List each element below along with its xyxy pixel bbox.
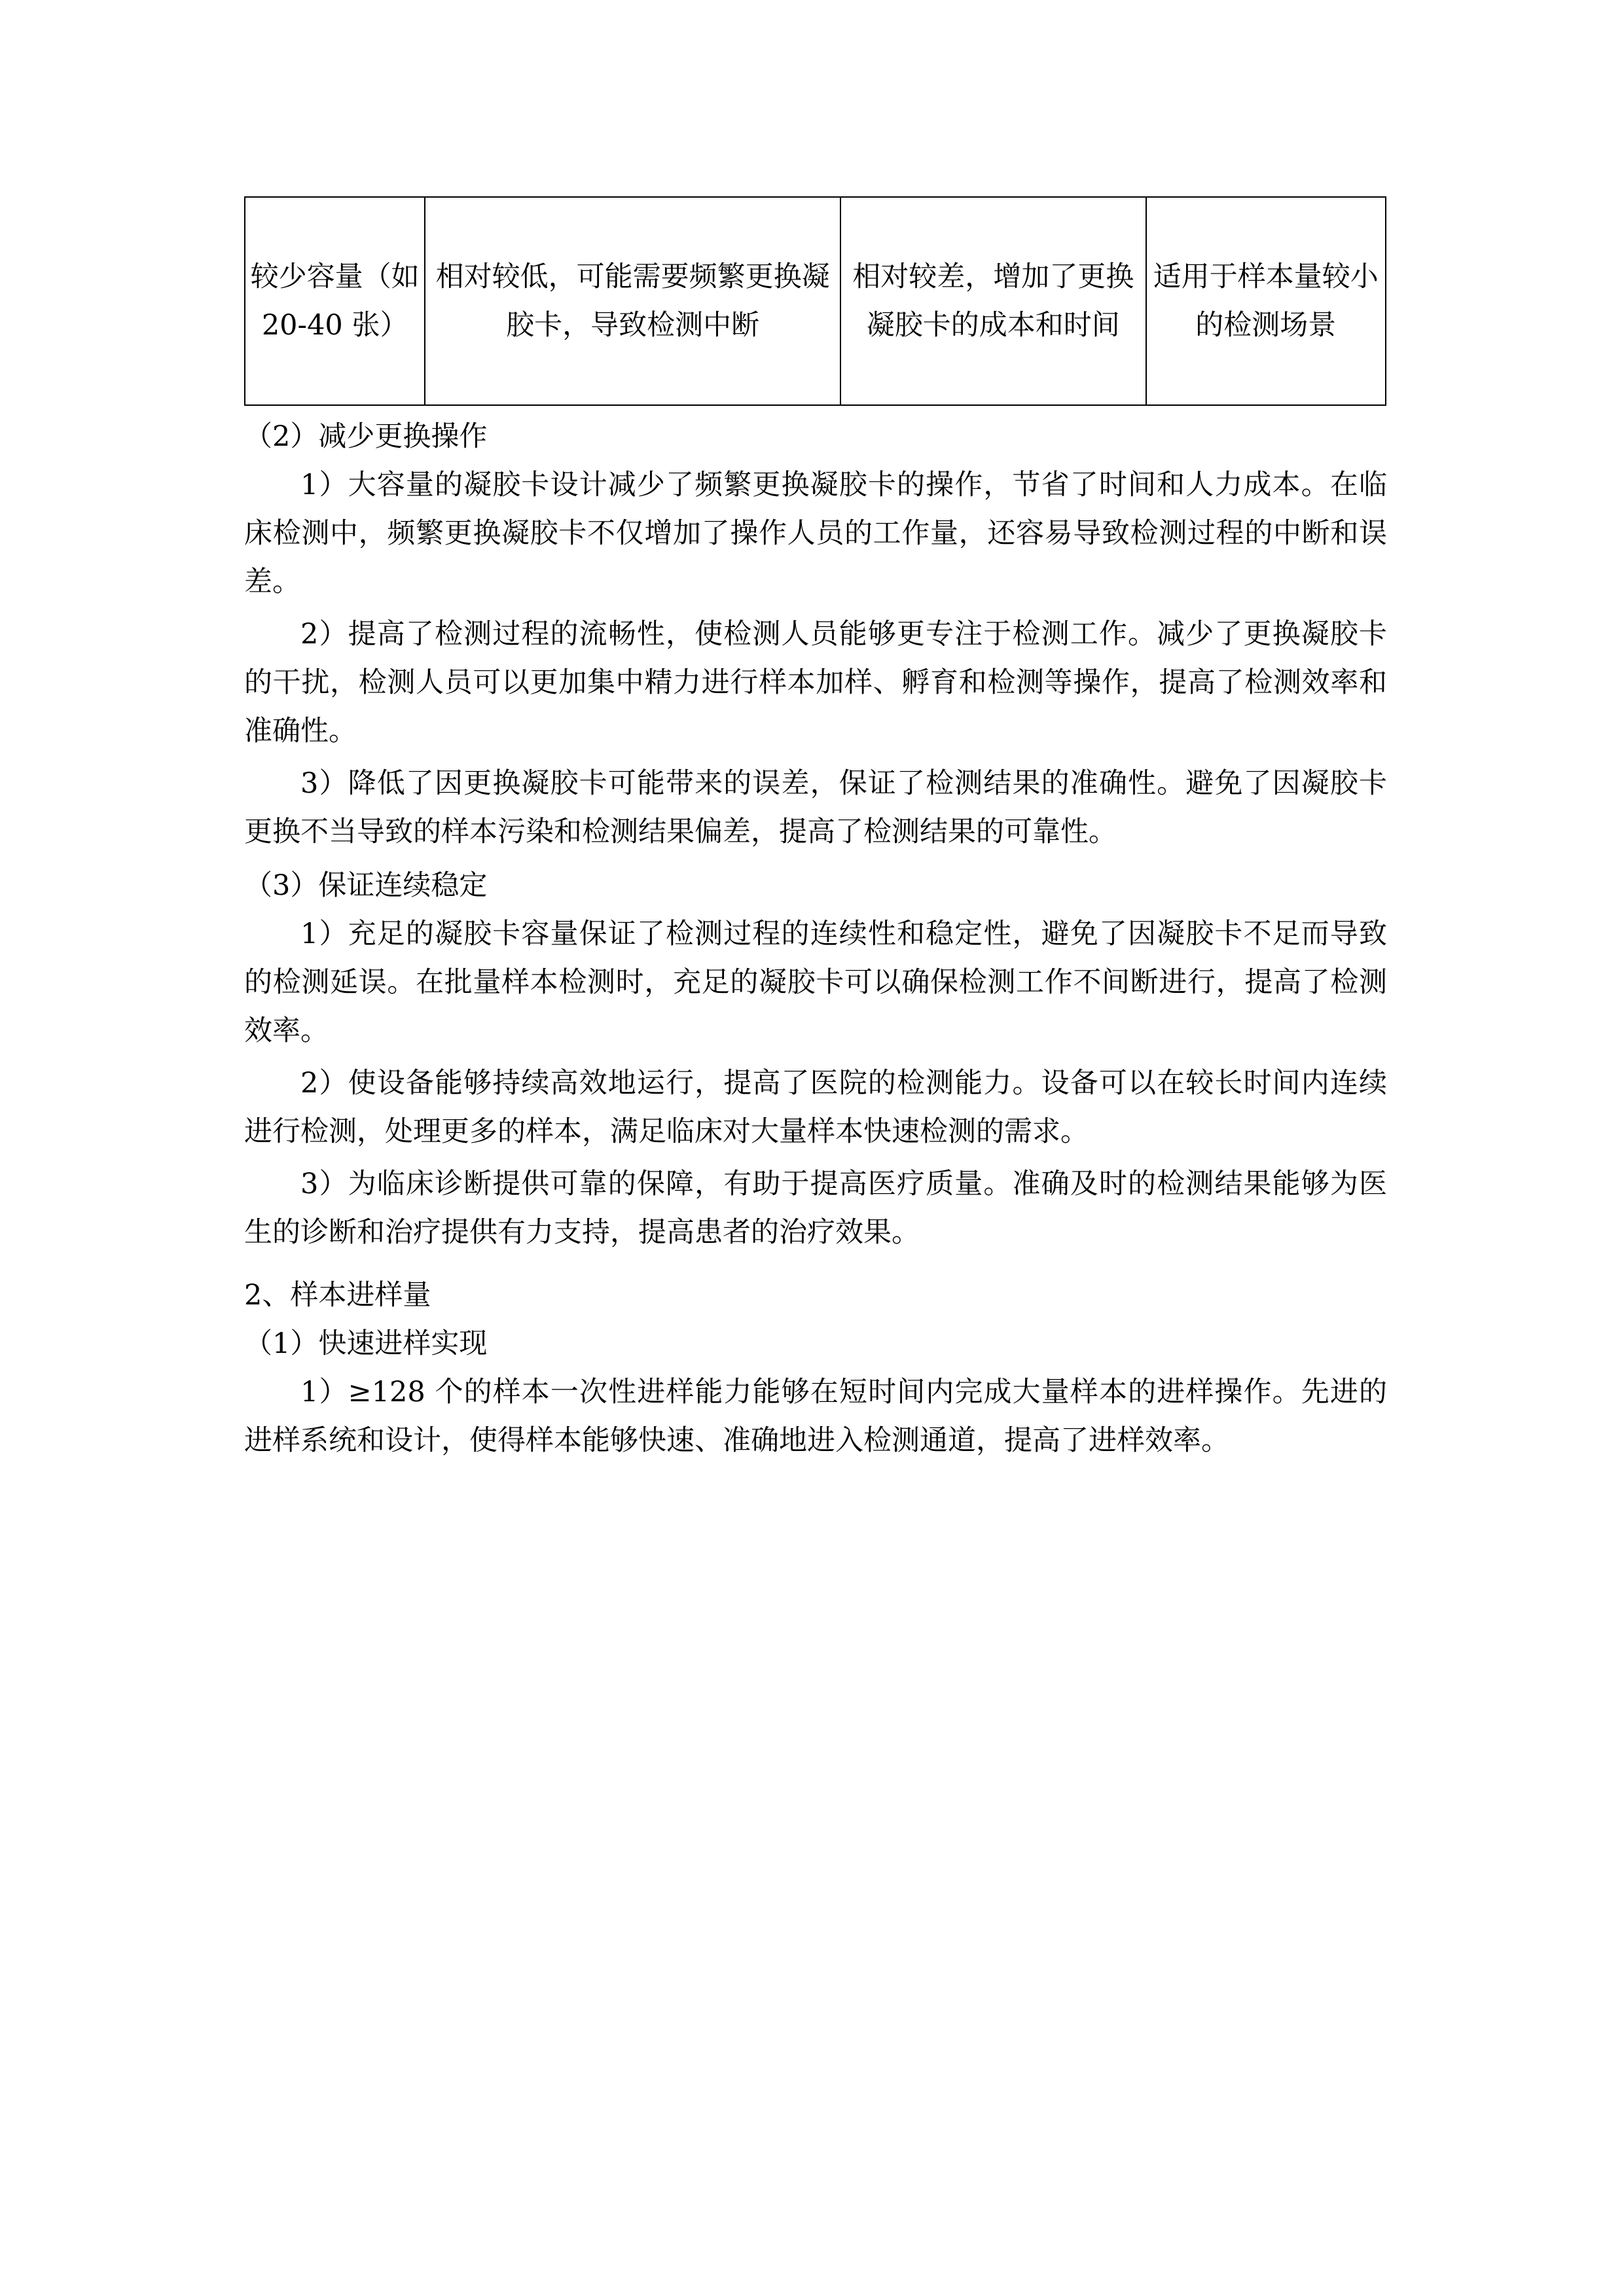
paragraph: 1）≥128 个的样本一次性进样能力能够在短时间内完成大量样本的进样操作。先进的进样系统和设计，使得样本能够快速、准确地进入检测通道，提高了进样效率。: [244, 1376, 1387, 1457]
section-heading-continuity: （3）保证连续稳定: [244, 869, 488, 902]
paragraph: 2）提高了检测过程的流畅性，使检测人员能够更专注于检测工作。减少了更换凝胶卡的干扰，检测人员可以更加集中精力进行样本加样、孵育和检测等操作，提高了检测效率和准确性。: [244, 618, 1387, 747]
paragraph: 1）充足的凝胶卡容量保证了检测过程的连续性和稳定性，避免了因凝胶卡不足而导致的检测延误。在批量样本检测时，充足的凝胶卡可以确保检测工作不间断进行，提高了检测效率。: [244, 918, 1387, 1047]
table-cell-capacity: 较少容量（如 20-40 张）: [245, 197, 425, 405]
section-heading-sample-loading: 2、样本进样量: [244, 1279, 431, 1312]
table-cell-economy: 相对较差，增加了更换凝胶卡的成本和时间: [840, 197, 1146, 405]
document-page: [244, 196, 1387, 1469]
paragraph: 3）为临床诊断提供可靠的保障，有助于提高医疗质量。准确及时的检测结果能够为医生的诊断和治疗提供有力支持，提高患者的治疗效果。: [244, 1168, 1387, 1249]
table-cell-scenario: 适用于样本量较小的检测场景: [1146, 197, 1386, 405]
capacity-comparison-table: [244, 196, 1386, 406]
table-cell-efficiency: 相对较低，可能需要频繁更换凝胶卡，导致检测中断: [425, 197, 840, 405]
paragraph: 3）降低了因更换凝胶卡可能带来的误差，保证了检测结果的准确性。避免了因凝胶卡更换不当导致的样本污染和检测结果偏差，提高了检测结果的可靠性。: [244, 767, 1387, 848]
subsection-heading-fast-loading: （1）快速进样实现: [244, 1327, 488, 1360]
table-row: [245, 197, 1386, 405]
paragraph: 2）使设备能够持续高效地运行，提高了医院的检测能力。设备可以在较长时间内连续进行检测，处理更多的样本，满足临床对大量样本快速检测的需求。: [244, 1067, 1387, 1148]
section-heading-reduce-replacement: （2）减少更换操作: [244, 420, 488, 453]
paragraph: 1）大容量的凝胶卡设计减少了频繁更换凝胶卡的操作，节省了时间和人力成本。在临床检测中，频繁更换凝胶卡不仅增加了操作人员的工作量，还容易导致检测过程的中断和误差。: [244, 469, 1387, 598]
